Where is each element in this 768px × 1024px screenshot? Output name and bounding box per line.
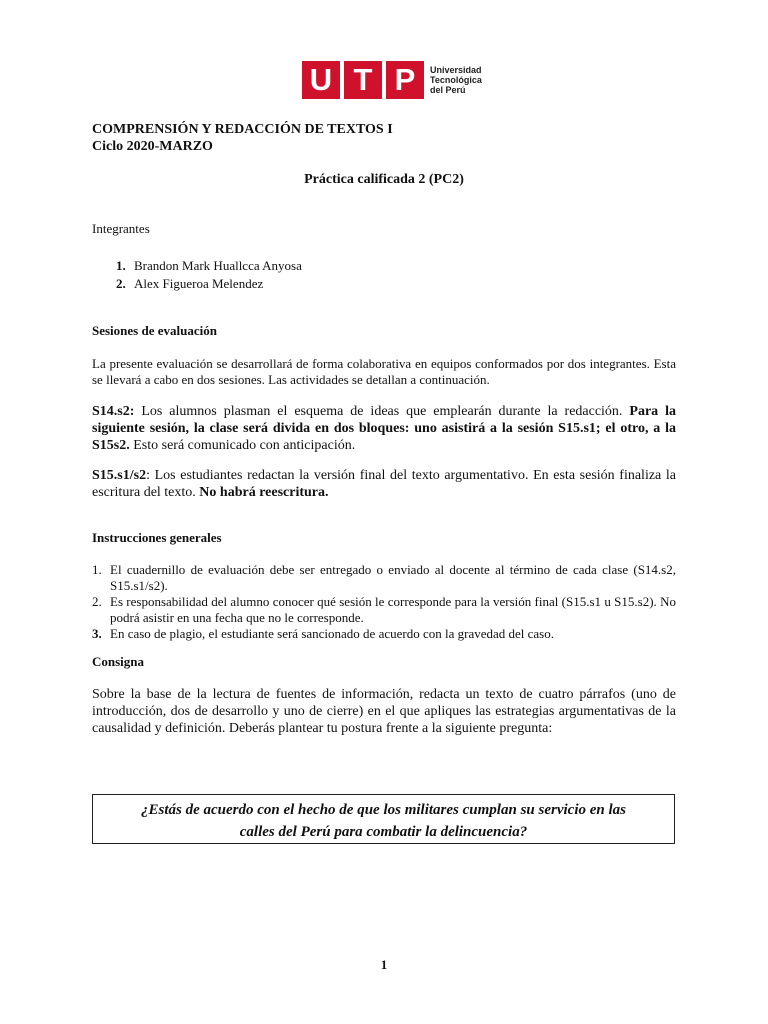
instruction-item xyxy=(92,594,676,626)
logo-letter-t: T xyxy=(344,61,382,99)
question-line: ¿Estás de acuerdo con el hecho de que los militares cumplan su servicio en las xyxy=(140,802,626,818)
logo-text-line: del Perú xyxy=(430,85,466,95)
consigna-heading: Consigna xyxy=(92,654,145,669)
instruction-text: En caso de plagio, el estudiante será sancionado de acuerdo con la gravedad del caso. xyxy=(110,626,554,641)
sessions-heading: Sesiones de evaluación xyxy=(92,323,217,338)
member-number: 1. xyxy=(116,258,126,273)
instruction-text: El cuadernillo de evaluación debe ser entregado o enviado al docente al término de cada clase (S14.s2, S15.s1/s2). xyxy=(110,562,676,593)
question-line: calles del Perú para combatir la delincuencia? xyxy=(239,824,528,840)
instruction-item xyxy=(92,562,676,594)
session-s14-paragraph xyxy=(92,403,676,454)
logo-letter-p: P xyxy=(386,61,424,99)
course-title: COMPRENSIÓN Y REDACCIÓN DE TEXTOS I xyxy=(92,122,393,137)
session-s15-label: S15.s1/s2 xyxy=(92,468,147,483)
question-box xyxy=(92,794,675,844)
instruction-number: 2. xyxy=(92,594,102,609)
instructions-heading: Instrucciones generales xyxy=(92,530,222,545)
page-number: 1 xyxy=(380,957,388,972)
session-s15-paragraph xyxy=(92,467,676,501)
instruction-number: 1. xyxy=(92,562,102,577)
instructions-list xyxy=(92,562,676,642)
member-item xyxy=(116,276,516,292)
utp-logo xyxy=(302,61,482,99)
session-s14-label: S14.s2: xyxy=(92,404,135,419)
session-s15-bold: No habrá reescritura. xyxy=(199,485,329,500)
member-name: Brandon Mark Huallcca Anyosa xyxy=(134,258,302,273)
member-name: Alex Figueroa Melendez xyxy=(134,276,264,291)
session-s14-bold: Para la siguiente sesión, la clase será divida en dos bloques: uno asistirá a la sesión S15.s1; el otro, a la S15s2. xyxy=(92,404,676,453)
session-s14-tail: Esto será comunicado con anticipación. xyxy=(129,438,356,453)
instruction-number: 3. xyxy=(92,626,102,641)
sessions-intro: La presente evaluación se desarrollará de forma colaborativa en equipos conformados por dos integrantes. Esta se llevará a cabo en dos sesiones. Las actividades se detallan a continuación. xyxy=(92,356,676,387)
logo-letter-u: U xyxy=(302,61,340,99)
members-heading: Integrantes xyxy=(92,221,150,236)
members-list xyxy=(116,258,516,292)
logo-text-line: Universidad xyxy=(430,65,482,75)
member-number: 2. xyxy=(116,276,126,291)
consigna-text: Sobre la base de la lectura de fuentes de información, redacta un texto de cuatro párrafos (uno de introducción, dos de desarrollo y uno de cierre) en el que apliques las estrategias argumentativas de la causalidad y definición. Deberás plantear tu postura frente a la siguiente pregunta: xyxy=(92,687,676,736)
instruction-text: Es responsabilidad del alumno conocer qué sesión le corresponde para la versión final (S15.s1 u S15.s2). No podrá asistir en una fecha que no le corresponde. xyxy=(110,594,676,625)
member-item xyxy=(116,258,516,274)
practice-title: Práctica calificada 2 (PC2) xyxy=(304,172,464,187)
logo-text-line: Tecnológica xyxy=(430,75,482,85)
session-s15-text: : Los estudiantes redactan la versión final del texto argumentativo. En esta sesión finaliza la escritura del texto. xyxy=(92,468,676,500)
instruction-item xyxy=(92,626,676,642)
course-cycle: Ciclo 2020-MARZO xyxy=(92,139,213,154)
session-s14-text: Los alumnos plasman el esquema de ideas que emplearán durante la redacción. xyxy=(134,404,630,419)
logo-university-name xyxy=(430,65,482,95)
